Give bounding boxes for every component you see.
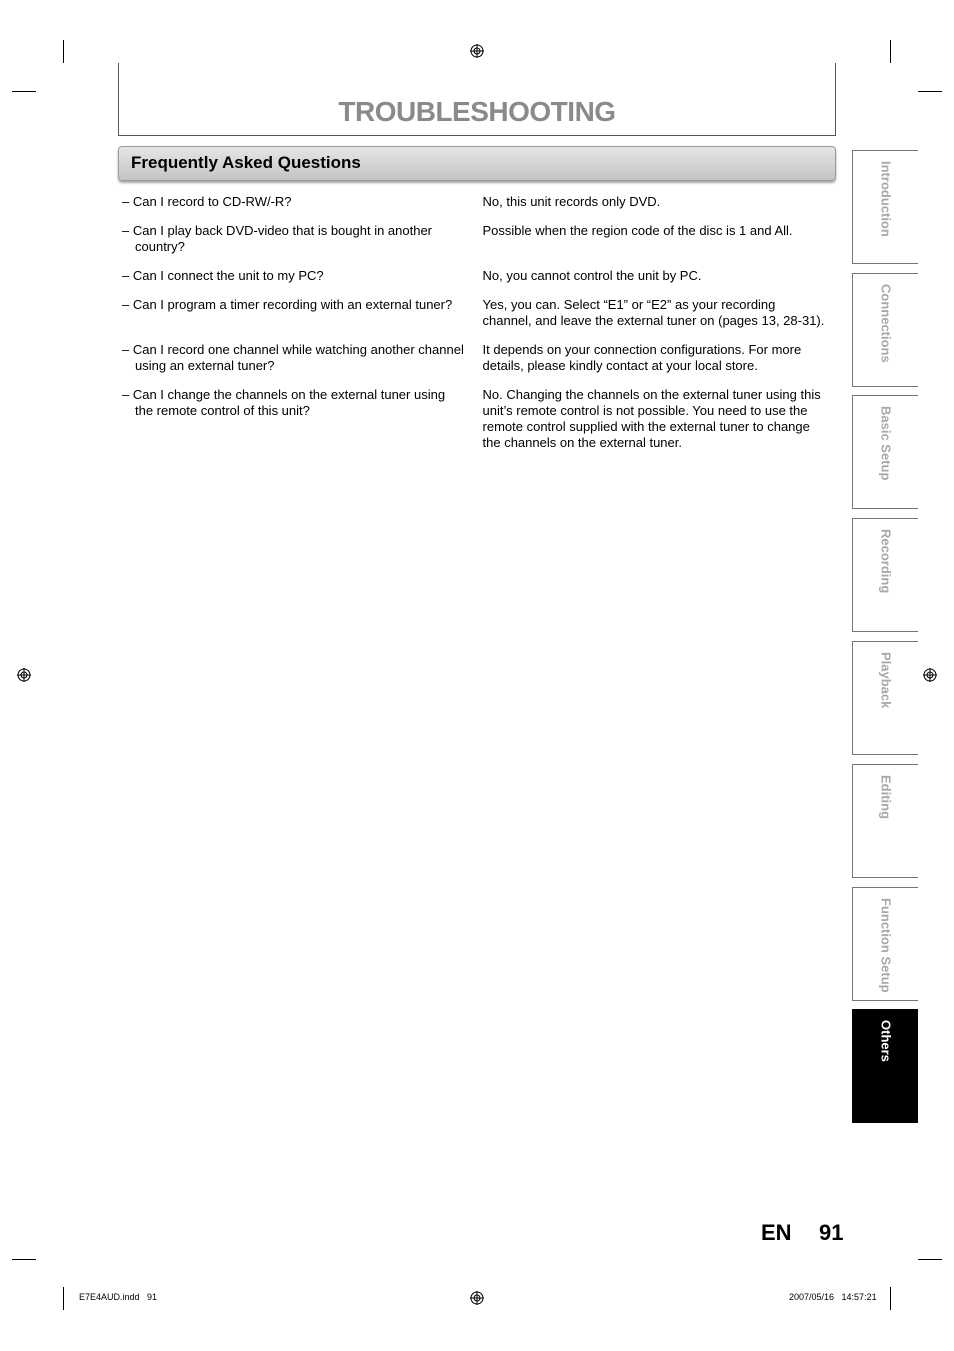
faq-answer: It depends on your connection configurations. For more details, please kindly contact at your local store. [482,342,802,373]
registration-mark-icon [923,668,937,682]
tab-function-setup[interactable] [852,887,918,1001]
tab-label: Introduction [878,161,894,237]
faq-list [122,194,827,464]
faq-row [122,194,827,210]
crop-mark [890,1287,891,1310]
faq-answer: No. Changing the channels on the external tuner using this unit’s remote control is not possible. You need to use the remote control supplied with the external tuner to change the channels on the external tuner. [482,387,821,450]
tab-label: Editing [878,775,894,820]
registration-mark-icon [470,44,484,58]
crop-mark [63,1287,64,1310]
faq-question: – Can I program a timer recording with an external tuner? [122,297,453,312]
tab-basic-setup[interactable] [852,395,918,509]
tab-others[interactable] [852,1009,918,1123]
tab-label: Connections [878,284,894,363]
crop-mark [12,91,36,92]
crop-mark [890,40,891,63]
crop-mark [12,1259,36,1260]
faq-question: – Can I play back DVD-video that is bought in another country? [122,223,433,254]
faq-answer: Yes, you can. Select “E1” or “E2” as your recording channel, and leave the external tuner on (pages 13, 28-31). [482,297,825,328]
faq-answer: No, you cannot control the unit by PC. [482,268,702,283]
tab-label: Others [878,1020,894,1062]
file-info: E7E4AUD.indd 91 [79,1292,158,1302]
faq-question: – Can I record to CD-RW/-R? [122,194,292,209]
faq-question: – Can I change the channels on the external tuner using the remote control of this unit? [122,387,446,418]
faq-row [122,387,827,451]
section-header [118,146,836,181]
tab-label: Function Setup [878,898,894,993]
crop-mark [918,1259,942,1260]
tab-label: Playback [878,652,894,709]
tab-introduction[interactable] [852,150,918,264]
tab-label: Basic Setup [878,406,894,481]
crop-mark [63,40,64,63]
page-number: 91 [819,1220,844,1245]
tab-label: Recording [878,529,894,594]
faq-question: – Can I connect the unit to my PC? [122,268,324,283]
faq-row [122,342,827,374]
page-title: TROUBLESHOOTING [338,96,616,127]
section-title: Frequently Asked Questions [131,153,361,172]
language-code: EN [761,1220,792,1245]
faq-question: – Can I record one channel while watching another channel using an external tuner? [122,342,464,373]
registration-mark-icon [470,1291,484,1305]
tab-editing[interactable] [852,764,918,878]
tab-playback[interactable] [852,641,918,755]
faq-answer: Possible when the region code of the disc is 1 and All. [482,223,793,238]
faq-row [122,223,827,255]
tab-connections[interactable] [852,273,918,387]
tab-recording[interactable] [852,518,918,632]
faq-answer: No, this unit records only DVD. [482,194,661,209]
faq-row [122,268,827,284]
registration-mark-icon [17,668,31,682]
crop-mark [918,91,942,92]
timestamp: 2007/05/16 14:57:21 [789,1292,877,1302]
faq-row [122,297,827,329]
